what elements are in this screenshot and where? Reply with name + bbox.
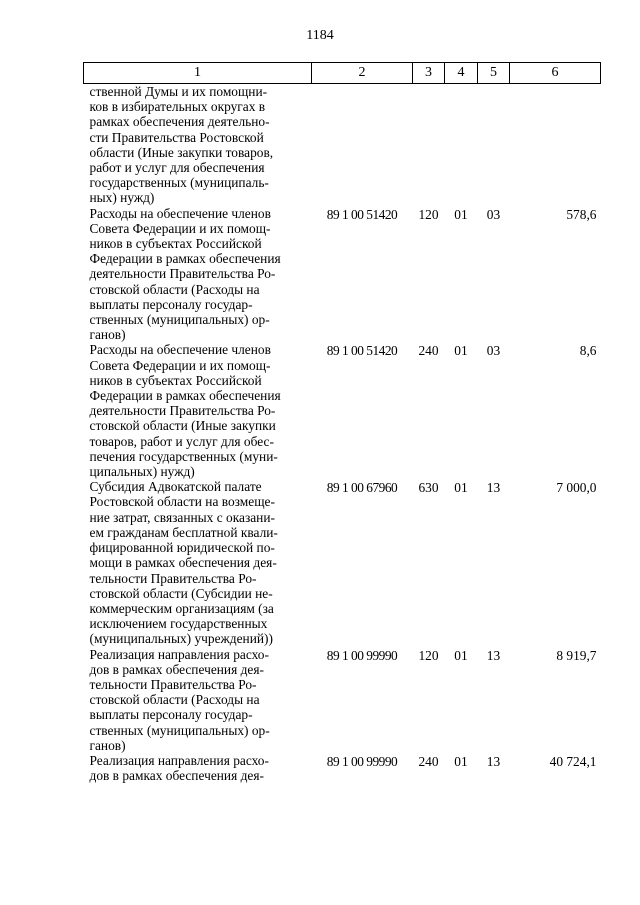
header-col-4: 4 — [445, 63, 478, 84]
row-subsection: 13 — [486, 753, 501, 769]
row-section: 01 — [454, 753, 468, 769]
table-row — [84, 84, 601, 206]
row-section — [445, 84, 478, 206]
row-description: Субсидия Адвокатской палате Ростовской области на возмеще- ние затрат, связанных с оказани- ем гражданам бесплатной квали- фицированной юридической по- мощи в рамках обеспечения дея- тельности Правительства Ро- стовской области (Субсидии не- коммерческим организациям (за исключением государственных (муниципальных) учреждений)) — [89, 479, 278, 647]
header-col-1: 1 — [84, 63, 312, 84]
row-subsection: 03 — [486, 343, 501, 359]
table-row — [84, 647, 601, 753]
row-expense-type — [413, 84, 445, 206]
row-code: 89 1 00 99990 — [326, 647, 398, 663]
row-section: 01 — [454, 480, 468, 496]
budget-table — [83, 62, 601, 783]
row-subsection: 03 — [486, 206, 501, 222]
header-col-3: 3 — [413, 63, 445, 84]
row-code — [312, 84, 413, 206]
header-col-2: 2 — [312, 63, 413, 84]
row-amount: 578,6 — [566, 206, 597, 222]
table-row — [84, 753, 601, 783]
row-code: 89 1 00 51420 — [326, 206, 398, 222]
row-description: ственной Думы и их помощни- ков в избирательных округах в рамках обеспечения деятельно- сти Правительства Ростовской области (Иные закупки товаров, работ и услуг для обеспечения государственных (муниципаль- ных) нужд) — [89, 84, 274, 206]
row-amount: 8 919,7 — [556, 647, 597, 663]
row-section: 01 — [454, 343, 468, 359]
row-code: 89 1 00 99990 — [326, 753, 398, 769]
row-amount: 8,6 — [579, 343, 597, 359]
row-expense-type: 240 — [418, 343, 439, 359]
row-section: 01 — [454, 206, 468, 222]
row-description: Расходы на обеспечение членов Совета Федерации и их помощ- ников в субъектах Российской Федерации в рамках обеспечения деятельности Правительства Ро- стовской области (Иные закупки товаров, работ и услуг для обес- печения государственных (муни- ципальных) нужд) — [89, 342, 281, 480]
header-col-6: 6 — [510, 63, 601, 84]
row-code: 89 1 00 51420 — [326, 343, 398, 359]
row-expense-type: 630 — [418, 480, 439, 496]
page-number: 1184 — [306, 28, 334, 43]
row-expense-type: 120 — [418, 206, 439, 222]
row-amount: 7 000,0 — [556, 480, 597, 496]
header-col-5: 5 — [478, 63, 510, 84]
row-code: 89 1 00 67960 — [326, 480, 398, 496]
row-description: Реализация направления расхо- дов в рамках обеспечения дея- тельности Правительства Ро- стовской области (Расходы на выплаты персоналу государ- ственных (муниципальных) ор- ганов) — [89, 646, 270, 753]
header-row — [84, 63, 601, 84]
table-row — [84, 342, 601, 479]
row-subsection — [478, 84, 510, 206]
table-row — [84, 479, 601, 646]
row-description: Расходы на обеспечение членов Совета Федерации и их помощ- ников в субъектах Российской Федерации в рамках обеспечения деятельности Правительства Ро- стовской области (Расходы на выплаты персоналу государ- ственных (муниципальных) ор- ганов) — [89, 205, 281, 343]
row-expense-type: 240 — [418, 753, 439, 769]
row-subsection: 13 — [486, 480, 501, 496]
row-section: 01 — [454, 647, 468, 663]
row-amount: 40 724,1 — [549, 753, 597, 769]
row-description: Реализация направления расхо- дов в рамках обеспечения дея- — [89, 752, 269, 784]
table-row — [84, 206, 601, 343]
row-amount — [510, 84, 601, 206]
row-expense-type: 120 — [418, 647, 439, 663]
row-subsection: 13 — [486, 647, 501, 663]
